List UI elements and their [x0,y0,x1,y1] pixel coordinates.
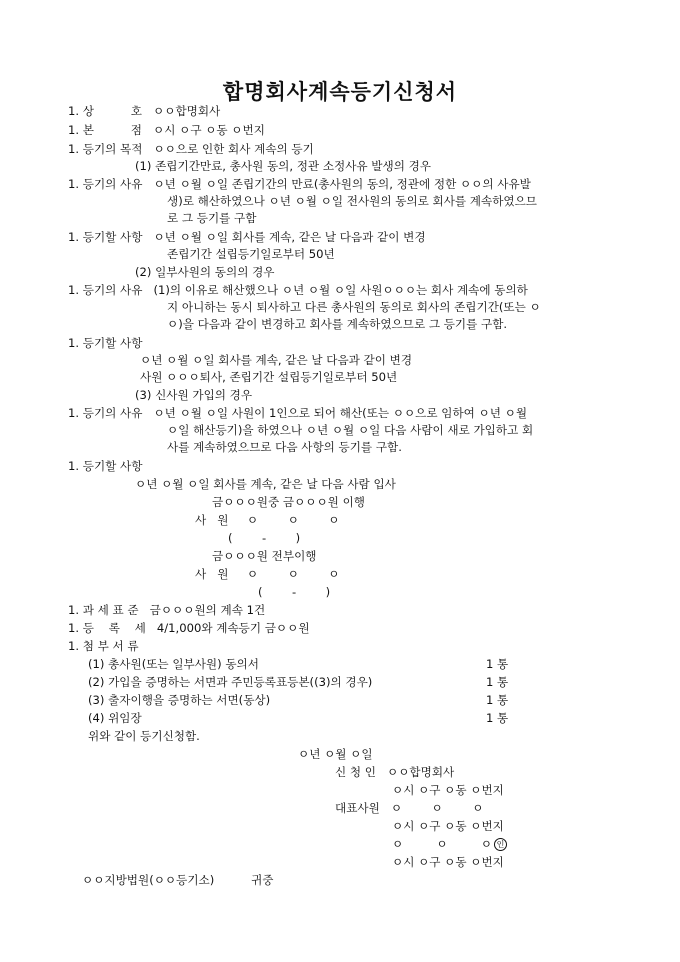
line-matter-3: 1. 등기할 사항 [68,459,143,473]
line-reason-3-cont2: 사를 계속하였으므로 다음 사항의 등기를 구함. [167,440,402,454]
line-matter-1-cont: 존립기간 설립등기일로부터 50년 [167,247,335,261]
application-date: ㅇ년 ㅇ월 ㅇ일 [298,747,373,761]
line-registration-tax: 1. 등 록 세 4/1,000와 계속등기 금ㅇㅇ원 [68,621,310,635]
line-reason-1-cont: 생)로 해산하였으나 ㅇ년 ㅇ월 ㅇ일 전사원의 동의로 회사를 계속하였으므 [167,194,537,208]
case-3-heading: (3) 신사원 가입의 경우 [135,388,253,402]
line-reason-2-cont: 지 아니하는 동시 퇴사하고 다른 총사원의 동의로 회사의 존립기간(또는 ㅇ [167,300,541,314]
attachment-3-count: 1 통 [486,693,509,707]
attachment-2: (2) 가입을 증명하는 서면과 주민등록표등본((3)의 경우) [88,675,373,689]
line-member-2-id: ( - ) [258,585,331,599]
line-purpose: 1. 등기의 목적 ㅇㅇ으로 인한 회사 계속의 등기 [68,142,314,156]
line-member-2: 사 원 ㅇ ㅇ ㅇ [195,567,340,581]
line-reason-1: 1. 등기의 사유 ㅇ년 ㅇ월 ㅇ일 존립기간의 만료(총사원의 동의, 정관에 정한 ㅇㅇ의 사유발 [68,177,531,191]
line-member-1: 사 원 ㅇ ㅇ ㅇ [195,513,340,527]
attachment-3: (3) 출자이행을 증명하는 서면(동상) [88,693,271,707]
attachment-4: (4) 위임장 [88,711,142,725]
representative-line: 대표사원 ㅇ ㅇ ㅇ [335,801,484,815]
line-reason-3-cont: ㅇ일 해산등기)을 하였으나 ㅇ년 ㅇ월 ㅇ일 다음 사람이 새로 가입하고 회 [167,423,534,437]
line-matter-2: 1. 등기할 사항 [68,336,143,350]
representative-address: ㅇ시 ㅇ구 ㅇ동 ㅇ번지 [392,819,504,833]
attachment-1-count: 1 통 [486,657,509,671]
applicant-line: 신 청 인 ㅇㅇ합명회사 [335,765,455,779]
line-trade-name: 1. 상 호 ㅇㅇ합명회사 [68,104,221,118]
representative-name [392,836,507,852]
line-reason-2: 1. 등기의 사유 (1)의 이유로 해산했으나 ㅇ년 ㅇ월 ㅇ일 사원ㅇㅇㅇ는 회사 계속에 동의하 [68,283,528,297]
line-attachments: 1. 첨 부 서 류 [68,639,139,653]
line-reason-3: 1. 등기의 사유 ㅇ년 ㅇ월 ㅇ일 사원이 1인으로 되어 해산(또는 ㅇㅇ으로 임하여 ㅇ년 ㅇ월 [68,406,528,420]
line-matter-1: 1. 등기할 사항 ㅇ년 ㅇ월 ㅇ일 회사를 계속, 같은 날 다음과 같이 변경 [68,230,426,244]
case-2-heading: (2) 일부사원의 동의의 경우 [135,265,275,279]
line-member-1-id: ( - ) [228,531,301,545]
line-matter-3-a: ㅇ년 ㅇ월 ㅇ일 회사를 계속, 같은 날 다음 사람 입사 [135,477,396,491]
representative-name-text: ㅇ ㅇ ㅇ [392,837,492,851]
representative-address-2: ㅇ시 ㅇ구 ㅇ동 ㅇ번지 [392,855,504,869]
line-reason-2-cont2: ㅇ)을 다음과 같이 변경하고 회사를 계속하였으므로 그 등기를 구함. [167,317,508,331]
case-1-heading: (1) 존립기간만료, 총사원 동의, 정관 소정사유 발생의 경우 [135,159,431,173]
line-matter-2-a: ㅇ년 ㅇ월 ㅇ일 회사를 계속, 같은 날 다음과 같이 변경 [140,353,413,367]
line-payment-full: 금ㅇㅇㅇ원 전부이행 [212,549,317,563]
attachment-1: (1) 총사원(또는 일부사원) 동의서 [88,657,259,671]
line-tax-base: 1. 과 세 표 준 금ㅇㅇㅇ원의 계속 1건 [68,603,266,617]
attachment-4-count: 1 통 [486,711,509,725]
attachment-2-count: 1 통 [486,675,509,689]
closing-statement: 위와 같이 등기신청함. [88,729,200,743]
applicant-address: ㅇ시 ㅇ구 ㅇ동 ㅇ번지 [392,783,504,797]
line-head-office: 1. 본 점 ㅇ시 ㅇ구 ㅇ동 ㅇ번지 [68,123,265,137]
document-title: 합명회사계속등기신청서 [222,79,458,104]
court-addressee: ㅇㅇ지방법원(ㅇㅇ등기소) 귀중 [82,873,274,887]
line-matter-2-b: 사원 ㅇㅇㅇ퇴사, 존립기간 설립등기일로부터 50년 [140,370,398,384]
seal-mark: 인 [494,838,507,851]
line-payment-partial: 금ㅇㅇㅇ원중 금ㅇㅇㅇ원 이행 [212,495,365,509]
line-reason-1-cont2: 로 그 등기를 구함 [167,211,257,225]
